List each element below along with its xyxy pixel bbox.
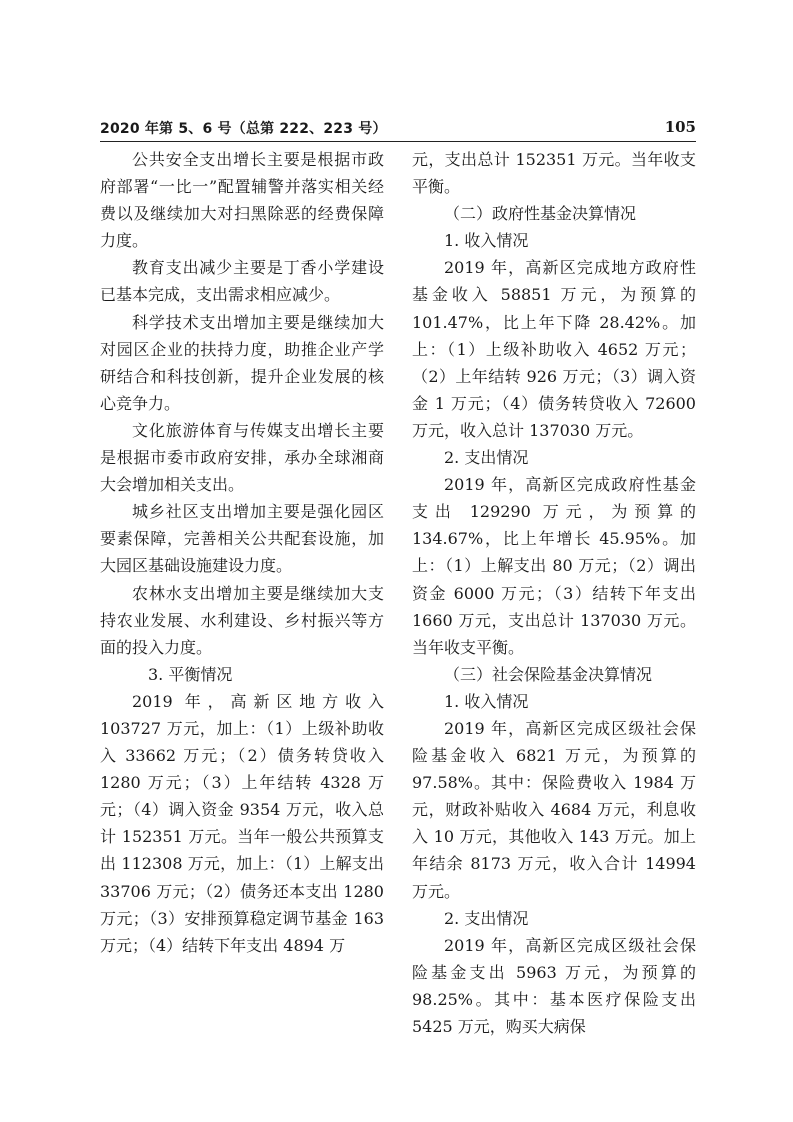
paragraph-culture-tourism: 文化旅游体育与传媒支出增长主要是根据市委市政府安排，承办全球湘商大会增加相关支出。 xyxy=(100,420,384,495)
paragraph-urban-community: 城乡社区支出增加主要是强化园区要素保障，完善相关公共配套设施，加大园区基础设施建设力度。 xyxy=(100,502,384,576)
gov-fund-income-text: 2019 年，高新区完成地方政府性基金收入 58851 万元，为预算的 101.47%，比上年下降 28.42%。加上：（1）上级补助收入 4652 万元；（2）上年结转 926 万元；（3）调入资金 1 万元；（4）债务转贷收入 72600 万元，收入总计 137030 万元。 xyxy=(412,258,696,440)
social-insurance-expense-heading: 2. 支出情况 xyxy=(444,908,529,928)
paragraph-balance-continued: 元，支出总计 152351 万元。当年收支平衡。 xyxy=(412,150,696,197)
section-social-insurance-heading: （三）社会保险基金决算情况 xyxy=(444,664,653,684)
balance-heading: 3. 平衡情况 xyxy=(148,664,233,684)
social-insurance-expense-text: 2019 年，高新区完成区级社会保险基金支出 5963 万元，为预算的 98.25%。其中：基本医疗保险支出 5425 万元，购买大病保 xyxy=(412,935,696,1036)
social-insurance-income-text: 2019 年，高新区完成区级社会保险基金收入 6821 万元，为预算的 97.58%。其中：保险费收入 1984 万元，财政补贴收入 4684 万元，利息收入 10 万元，其他收入 143 万元。加上年结余 8173 万元，收入合计 14994 万元。 xyxy=(412,718,696,901)
page-number: 105 xyxy=(664,118,696,136)
header-divider xyxy=(100,141,696,142)
section-gov-fund-heading: （二）政府性基金决算情况 xyxy=(444,204,637,224)
page-header xyxy=(100,116,696,140)
gov-fund-expense-text: 2019 年，高新区完成政府性基金支出 129290 万元，为预算的 134.67%，比上年增长 45.95%。加上：（1）上解支出 80 万元；（2）调出资金 6000 万元；（3）结转下年支出 1660 万元，支出总计 137030 万元。当年收支平衡。 xyxy=(412,475,696,657)
left-column xyxy=(100,146,384,959)
paragraph-public-security: 公共安全支出增长主要是根据市政府部署“一比一”配置辅警并落实相关经费以及继续加大对扫黑除恶的经费保障力度。 xyxy=(100,150,384,251)
gov-fund-expense-heading: 2. 支出情况 xyxy=(444,448,529,468)
paragraph-balance: 2019 年，高新区地方收入 103727 万元，加上：（1）上级补助收入 33662 万元；（2）债务转贷收入 1280 万元；（3）上年结转 4328 万元；（4）调入资金 9354 万元，收入总计 152351 万元。当年一般公共预算支出 112308 万元，加上：（1）上解支出 33706 万元；（2）债务还本支出 1280 万元；（3）安排预算稳定调节基金 163 万元；（4）结转下年支出 4894 万 xyxy=(100,691,384,955)
paragraph-agriculture: 农林水支出增加主要是继续加大支持农业发展、水利建设、乡村振兴等方面的投入力度。 xyxy=(100,583,384,657)
right-column xyxy=(412,146,696,1040)
issue-info: 2020 年第 5、6 号（总第 222、223 号） xyxy=(100,121,387,137)
gov-fund-income-heading: 1. 收入情况 xyxy=(444,231,529,251)
paragraph-education: 教育支出减少主要是丁香小学建设已基本完成，支出需求相应减少。 xyxy=(100,258,384,305)
social-insurance-income-heading: 1. 收入情况 xyxy=(444,691,529,711)
paragraph-science-tech: 科学技术支出增加主要是继续加大对园区企业的扶持力度，助推企业产学研结合和科技创新，提升企业发展的核心竞争力。 xyxy=(100,312,384,413)
